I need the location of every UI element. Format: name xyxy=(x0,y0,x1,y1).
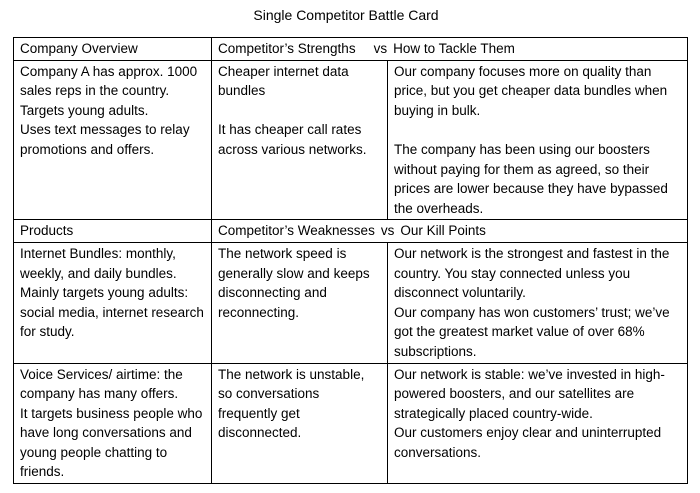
weakness-text: The network speed is generally slow and keeps disconnecting and reconnecting. xyxy=(218,245,370,320)
overview-row xyxy=(14,60,688,220)
product-cell xyxy=(14,363,212,484)
header-row-products xyxy=(14,220,688,243)
weakness-cell xyxy=(212,363,388,484)
kill-point: Our customers enjoy clear and uninterrupted conversations. xyxy=(394,425,662,460)
kill-point: Our network is stable: we’ve invested in high-powered boosters, and our satellites are strategically placed country-wide. xyxy=(394,366,665,421)
header-strengths-vs-tackle xyxy=(212,38,688,61)
weakness-cell xyxy=(212,242,388,363)
header-how-to-tackle: How to Tackle Them xyxy=(393,41,515,56)
tackle-item: Our company focuses more on quality than price, but you get cheaper data bundles when buying in bulk. xyxy=(394,63,668,118)
tackle-item: The company has been using our boosters without paying for them as agreed, so their prices are lower because they have bypassed the overheads. xyxy=(394,141,668,216)
product-row-internet xyxy=(14,242,688,363)
strength-item: Cheaper internet data bundles xyxy=(218,63,349,99)
weakness-text: The network is unstable, so conversations frequently get disconnected. xyxy=(218,366,365,441)
kill-points-cell xyxy=(388,363,688,484)
battle-card-table xyxy=(13,37,688,484)
header-products: Products xyxy=(14,220,212,243)
header-company-overview: Company Overview xyxy=(14,38,212,61)
how-to-tackle-cell xyxy=(388,60,688,220)
header-vs-label: vs xyxy=(373,41,388,56)
header-competitor-strengths: Competitor’s Strengths xyxy=(218,41,356,56)
product-line: Voice Services/ airtime: the company has many offers. xyxy=(20,366,183,402)
kill-point: Our company has won customers’ trust; we’ve got the greatest market value of over 68% subscriptions. xyxy=(394,304,670,359)
product-row-voice xyxy=(14,363,688,484)
page-title: Single Competitor Battle Card xyxy=(253,7,439,23)
competitor-strengths-cell xyxy=(212,60,388,220)
header-competitor-weaknesses: Competitor’s Weaknesses xyxy=(218,223,375,239)
header-vs-label: vs xyxy=(380,223,395,239)
strength-item: It has cheaper call rates across various networks. xyxy=(218,122,367,157)
overview-line: Targets young adults. xyxy=(20,102,149,118)
kill-point: Our network is the strongest and fastest in the country. You stay connected unless you disconnect voluntarily. xyxy=(394,245,670,301)
product-line: Internet Bundles: monthly, weekly, and daily bundles. xyxy=(20,245,177,281)
kill-points-cell xyxy=(388,242,688,363)
product-line: It targets business people who have long conversations and young people chatting to friends. xyxy=(20,405,203,480)
header-kill-points: Our Kill Points xyxy=(400,223,486,239)
product-line: Mainly targets young adults: social media, internet research for study. xyxy=(20,285,204,340)
overview-line: Uses text messages to relay promotions and offers. xyxy=(20,122,190,157)
header-row-overview xyxy=(14,38,688,61)
overview-line: Company A has approx. 1000 sales reps in the country. xyxy=(20,63,198,99)
product-cell xyxy=(14,242,212,363)
company-overview-cell xyxy=(14,60,212,220)
header-weaknesses-vs-kill-points xyxy=(212,220,688,243)
